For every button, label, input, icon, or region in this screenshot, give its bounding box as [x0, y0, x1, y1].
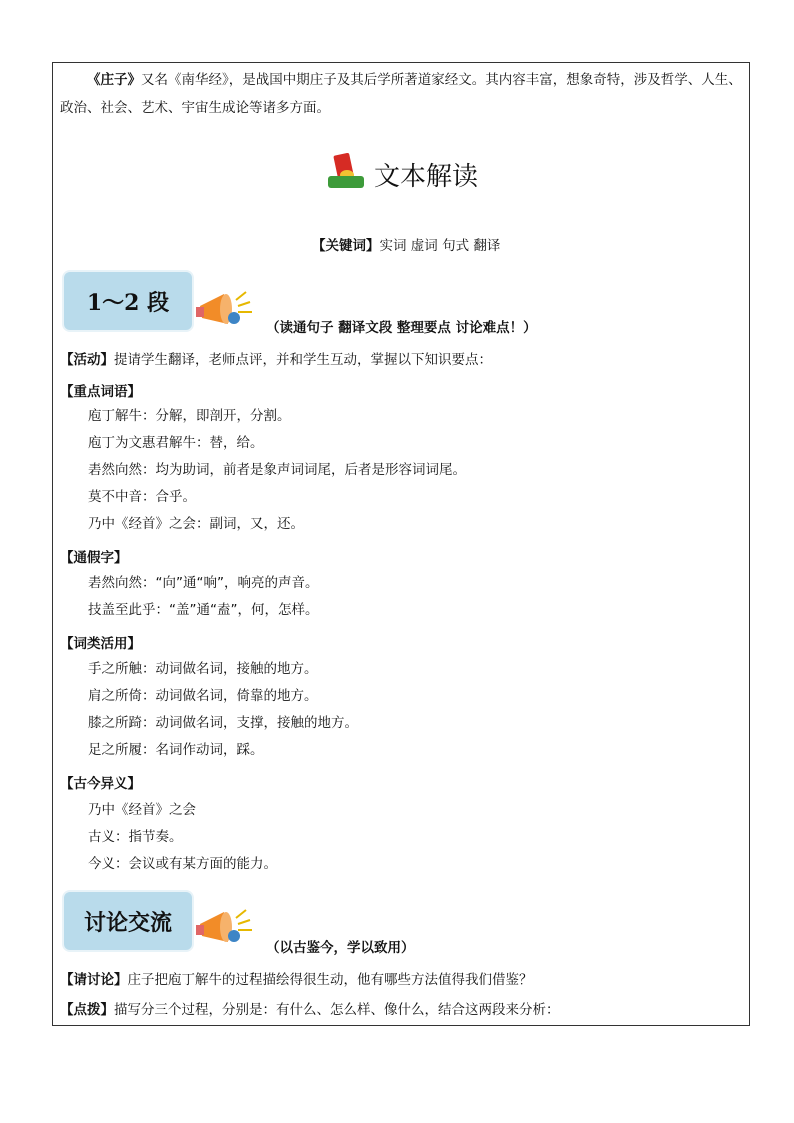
books-icon [322, 152, 366, 196]
section2-hint: （以古鉴今，学以致用） [266, 940, 415, 956]
cilei-item: 足之所履：名词作动词，踩。 [88, 742, 264, 758]
tip-label: 【点拨】 [60, 1002, 114, 1018]
cilei-item: 手之所触：动词做名词，接触的地方。 [88, 661, 318, 677]
megaphone-icon [194, 906, 254, 952]
discuss-line [60, 970, 533, 990]
section-box-label: 讨论交流 [83, 909, 172, 936]
tongjiazi-heading: 【通假字】 [60, 550, 128, 566]
key-word-item: 砉然向然：均为助词，前者是象声词词尾，后者是形容词词尾。 [88, 462, 466, 478]
key-word-item: 庖丁解牛：分解，即剖开，分割。 [88, 408, 291, 424]
keywords-text: 实词 虚词 句式 翻译 [379, 238, 501, 254]
content-frame [52, 62, 750, 1026]
cilei-item: 肩之所倚：动词做名词，倚靠的地方。 [88, 688, 318, 704]
activity-line [60, 350, 492, 370]
intro-text: 又名《南华经》，是战国中期庄子及其后学所著道家经文。其内容丰富，想象奇特，涉及哲学、人生、政治、社会、艺术、宇宙生成论等诸多方面。 [60, 72, 742, 116]
keywords-label: 【关键词】 [312, 238, 380, 254]
tip-text: 描写分三个过程，分别是：有什么、怎么样、像什么，结合这两段来分析： [114, 1002, 560, 1018]
gujin-heading: 【古今异义】 [60, 776, 141, 792]
section-box-label: 1～2 段 [86, 289, 170, 316]
keywords-line [312, 236, 500, 256]
megaphone-icon [194, 288, 254, 334]
key-word-item: 莫不中音：合乎。 [88, 489, 196, 505]
reading-banner [322, 152, 478, 196]
section1-hint: （读通句子 翻译文段 整理要点 讨论难点！） [266, 320, 537, 336]
gujin-item: 古义：指节奏。 [88, 829, 183, 845]
discuss-label: 【请讨论】 [60, 972, 128, 988]
discuss-text: 庄子把庖丁解牛的过程描绘得很生动，他有哪些方法值得我们借鉴？ [127, 972, 533, 988]
cilei-item: 膝之所踦：动词做名词，支撑，接触的地方。 [88, 715, 358, 731]
tip-line [60, 1000, 560, 1020]
gujin-item: 今义：会议或有某方面的能力。 [88, 856, 277, 872]
key-word-item: 乃中《经首》之会：副词，又，还。 [88, 516, 304, 532]
tongjiazi-item: 技盖至此乎：“盖”通“盍”，何，怎样。 [88, 602, 319, 618]
intro-book-title: 《庄子》 [87, 72, 141, 88]
activity-label: 【活动】 [60, 352, 114, 368]
reading-banner-title: 文本解读 [374, 161, 479, 192]
cilei-heading: 【词类活用】 [60, 636, 141, 652]
key-word-item: 庖丁为文惠君解牛：替，给。 [88, 435, 264, 451]
gujin-item: 乃中《经首》之会 [88, 802, 196, 818]
intro-paragraph [60, 66, 744, 122]
key-words-heading: 【重点词语】 [60, 384, 141, 400]
activity-text: 提请学生翻译，老师点评，并和学生互动，掌握以下知识要点： [114, 352, 492, 368]
tongjiazi-item: 砉然向然：“向”通“响”，响亮的声音。 [88, 575, 319, 591]
section-box-discussion [62, 890, 194, 952]
section-box-1-2 [62, 270, 194, 332]
